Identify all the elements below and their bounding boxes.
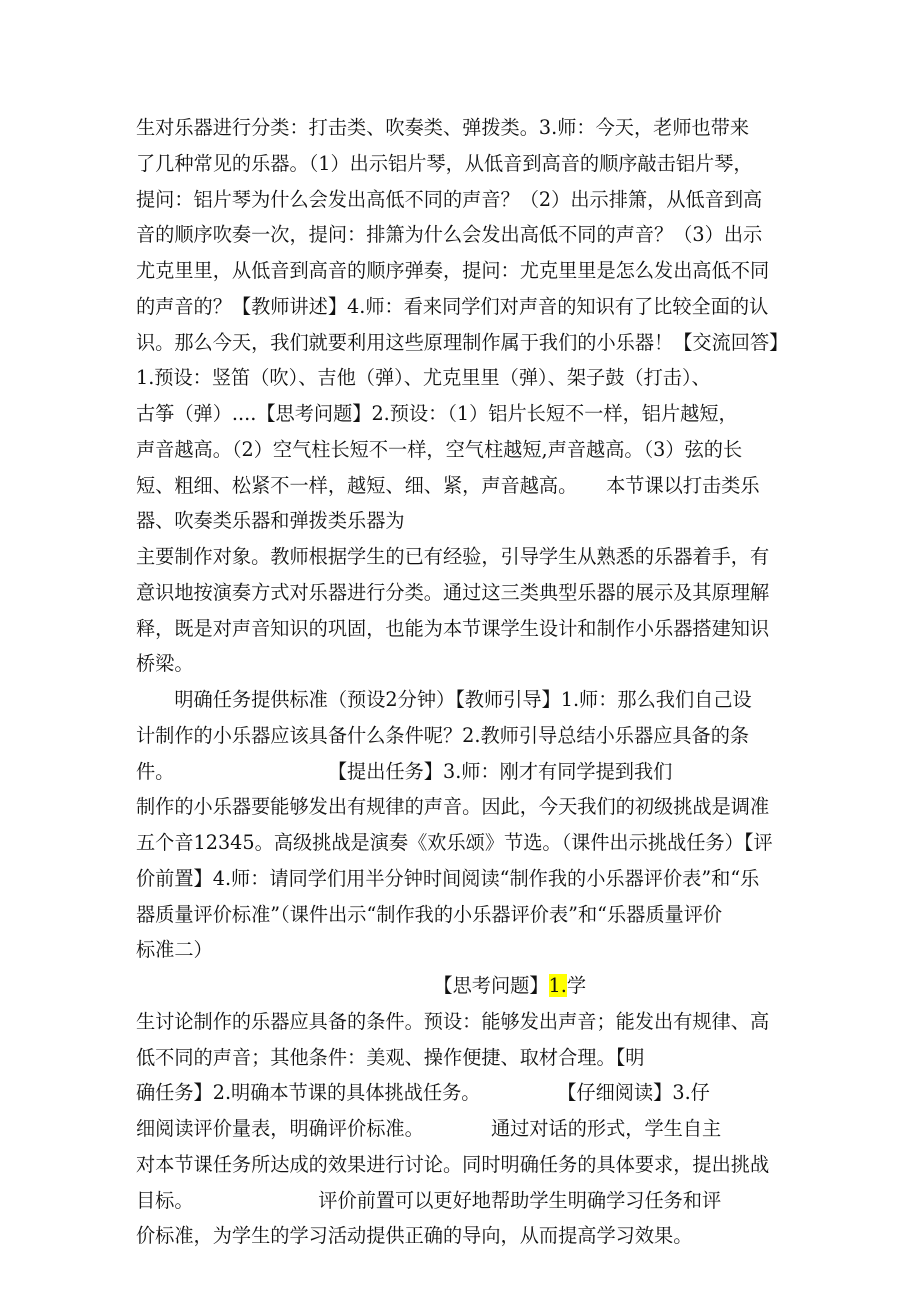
text-line: 细阅读评价量表，明确评价标准。 通过对话的形式，学生自主 xyxy=(136,1117,722,1140)
text-line: 明确任务提供标准（预设2分钟）【教师引导】1.师：那么我们自己设 xyxy=(136,688,752,711)
text-line: 释，既是对声音知识的巩固，也能为本节课学生设计和制作小乐器搭建知识 xyxy=(136,617,770,640)
text-line: 器、吹奏类乐器和弹拨类乐器为 xyxy=(136,509,405,532)
text-line: 价标准，为学生的学习活动提供正确的导向，从而提高学习效果。 xyxy=(136,1224,693,1247)
text-line: 的声音的？【教师讲述】4.师：看来同学们对声音的知识有了比较全面的认 xyxy=(136,295,769,318)
text-line: 价前置】4.师：请同学们用半分钟时间阅读“制作我的小乐器评价表”和“乐 xyxy=(136,867,760,890)
text-line: 计制作的小乐器应该具备什么条件呢？2.教师引导总结小乐器应具备的条 xyxy=(136,724,750,747)
text-line: 尤克里里，从低音到高音的顺序弹奏，提问：尤克里里是怎么发出高低不同 xyxy=(136,259,770,282)
text-line-highlighted xyxy=(136,976,586,995)
text-segment: 【思考问题】 xyxy=(136,974,549,997)
text-line: 器质量评价标准”（课件出示“制作我的小乐器评价表”和“乐器质量评价 xyxy=(136,903,723,926)
text-segment: 学 xyxy=(566,974,587,997)
text-line: 了几种常见的乐器。（1）出示铝片琴，从低音到高音的顺序敲击铝片琴， xyxy=(136,152,753,175)
text-line: 制作的小乐器要能够发出有规律的声音。因此，今天我们的初级挑战是调准 xyxy=(136,795,770,818)
text-line: 标准二） xyxy=(136,938,213,961)
text-line: 件。 【提出任务】3.师：刚才有同学提到我们 xyxy=(136,760,673,783)
text-line: 短、粗细、松紧不一样，越短、细、紧，声音越高。 本节课以打击类乐 xyxy=(136,474,760,497)
text-line: 识。那么今天，我们就要利用这些原理制作属于我们的小乐器！【交流回答】 xyxy=(136,331,789,354)
text-line: 古筝（弹）....【思考问题】2.预设：（1）铝片长短不一样，铝片越短， xyxy=(136,402,738,425)
text-line: 目标。 评价前置可以更好地帮助学生明确学习任务和评 xyxy=(136,1189,722,1212)
text-line: 音的顺序吹奏一次，提问：排箫为什么会发出高低不同的声音？（3）出示 xyxy=(136,223,763,246)
text-line: 生对乐器进行分类：打击类、吹奏类、弹拨类。3.师：今天，老师也带来 xyxy=(136,116,750,139)
text-line: 提问：铝片琴为什么会发出高低不同的声音？（2）出示排箫，从低音到高 xyxy=(136,188,763,211)
text-line: 生讨论制作的乐器应具备的条件。预设：能够发出声音；能发出有规律、高 xyxy=(136,1010,770,1033)
text-line: 主要制作对象。教师根据学生的已有经验，引导学生从熟悉的乐器着手，有 xyxy=(136,545,770,568)
text-line: 声音越高。（2）空气柱长短不一样，空气柱越短,声音越高。（3）弦的长 xyxy=(136,438,743,461)
text-line: 桥梁。 xyxy=(136,652,194,675)
text-line: 意识地按演奏方式对乐器进行分类。通过这三类典型乐器的展示及其原理解 xyxy=(136,581,770,604)
text-line: 确任务】2.明确本节课的具体挑战任务。 【仔细阅读】3.仔 xyxy=(136,1081,710,1104)
text-line: 对本节课任务所达成的效果进行讨论。同时明确任务的具体要求，提出挑战 xyxy=(136,1153,770,1176)
text-line: 1.预设：竖笛（吹）、吉他（弹）、尤克里里（弹）、架子鼓（打击）、 xyxy=(136,366,711,389)
text-line: 低不同的声音；其他条件：美观、操作便捷、取材合理。【明 xyxy=(136,1046,645,1069)
highlight-mark: 1. xyxy=(548,974,567,997)
text-line: 五个音12345。高级挑战是演奏《欢乐颂》节选。（课件出示挑战任务）【评 xyxy=(136,831,773,854)
